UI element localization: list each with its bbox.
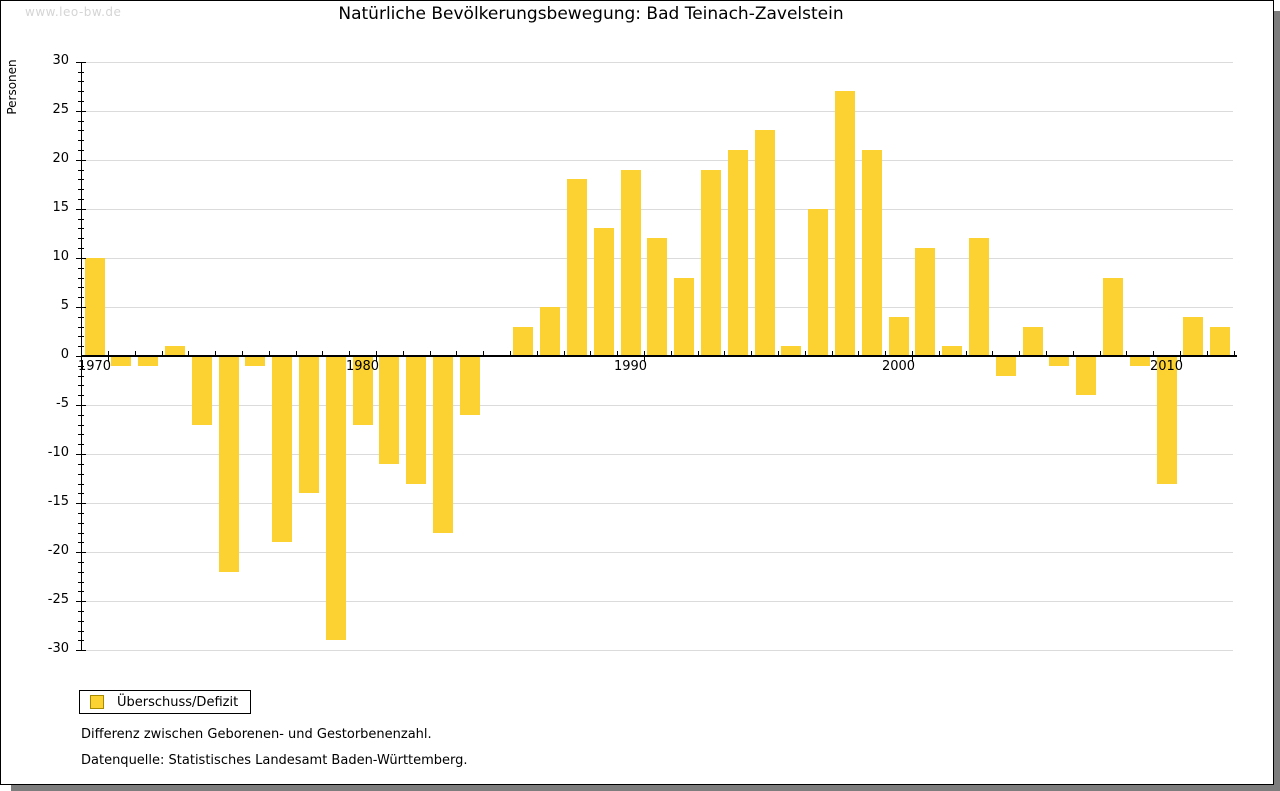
y-axis-tick-label: -10 [47, 445, 69, 460]
x-axis-tick [430, 351, 431, 356]
x-axis-tick [1019, 351, 1020, 356]
x-axis-tick [778, 351, 779, 356]
bar-2004 [996, 356, 1016, 376]
bar-1974 [192, 356, 212, 425]
gridline [81, 209, 1233, 210]
bar-1971 [111, 356, 131, 366]
bar-1983 [433, 356, 453, 533]
gridline [81, 650, 1233, 651]
bar-1987 [540, 307, 560, 356]
x-axis-tick [751, 351, 752, 356]
x-axis-tick [296, 351, 297, 356]
y-axis-tick-label: -25 [47, 592, 69, 607]
y-axis-tick-label: 5 [60, 298, 69, 313]
x-axis-tick [81, 351, 82, 356]
bar-1979 [326, 356, 346, 640]
x-axis-tick-label: 1980 [345, 359, 380, 374]
y-axis-tick-label: 25 [52, 102, 69, 117]
y-axis-label: Personen [5, 59, 19, 115]
bar-2005 [1023, 327, 1043, 356]
y-axis-tick-label: -15 [47, 494, 69, 509]
x-axis-tick [1207, 351, 1208, 356]
x-axis-tick [564, 351, 565, 356]
x-axis-tick [698, 351, 699, 356]
x-axis-tick [349, 351, 350, 356]
y-axis-tick-label: 30 [52, 53, 69, 68]
x-axis-tick [510, 351, 511, 356]
bar-1988 [567, 179, 587, 356]
bar-2000 [889, 317, 909, 356]
x-axis-tick [215, 351, 216, 356]
bar-1978 [299, 356, 319, 493]
x-axis-line [81, 355, 1237, 357]
x-axis-tick [805, 351, 806, 356]
bar-1998 [835, 91, 855, 356]
bar-1992 [674, 278, 694, 356]
bar-1984 [460, 356, 480, 415]
watermark: www.leo-bw.de [25, 5, 122, 19]
bar-2009 [1130, 356, 1150, 366]
x-axis-tick [1100, 351, 1101, 356]
bar-1977 [272, 356, 292, 542]
bar-1976 [245, 356, 265, 366]
x-axis-tick [403, 351, 404, 356]
bar-2010 [1157, 356, 1177, 484]
x-axis-tick [242, 351, 243, 356]
bar-1991 [647, 238, 667, 356]
x-axis-tick [1234, 351, 1235, 356]
x-axis-tick [724, 351, 725, 356]
bar-2007 [1076, 356, 1096, 395]
bar-1994 [728, 150, 748, 356]
x-axis-tick [992, 351, 993, 356]
y-axis-tick-label: 0 [60, 347, 69, 362]
bar-2012 [1210, 327, 1230, 356]
x-axis-tick [135, 351, 136, 356]
x-axis-tick-label: 1970 [77, 359, 112, 374]
bar-1986 [513, 327, 533, 356]
bar-2011 [1183, 317, 1203, 356]
gridline [81, 454, 1233, 455]
x-axis-tick [858, 351, 859, 356]
gridline [81, 111, 1233, 112]
x-axis-tick [162, 351, 163, 356]
y-axis-tick-label: 20 [52, 151, 69, 166]
bar-2008 [1103, 278, 1123, 356]
x-axis-tick [885, 351, 886, 356]
bar-2003 [969, 238, 989, 356]
x-axis-tick [617, 351, 618, 356]
gridline [81, 405, 1233, 406]
bar-2001 [915, 248, 935, 356]
legend-swatch [90, 695, 104, 709]
y-axis-tick-label: 15 [52, 200, 69, 215]
bar-1972 [138, 356, 158, 366]
bar-1993 [701, 170, 721, 356]
gridline [81, 160, 1233, 161]
gridline [81, 62, 1233, 63]
x-axis-tick [537, 351, 538, 356]
x-axis-tick [1046, 351, 1047, 356]
plot-area [1, 1, 1273, 784]
x-axis-tick [966, 351, 967, 356]
x-axis-tick [671, 351, 672, 356]
bar-1982 [406, 356, 426, 484]
bar-1990 [621, 170, 641, 356]
bar-1997 [808, 209, 828, 356]
bar-1970 [85, 258, 105, 356]
bar-2006 [1049, 356, 1069, 366]
gridline [81, 503, 1233, 504]
bar-1981 [379, 356, 399, 464]
legend-label: Überschuss/Defizit [117, 694, 239, 710]
x-axis-tick-label: 1990 [613, 359, 648, 374]
bar-1995 [755, 130, 775, 356]
x-axis-tick [322, 351, 323, 356]
y-axis-tick-label: -20 [47, 543, 69, 558]
x-axis-tick-label: 2000 [881, 359, 916, 374]
x-axis-tick [1126, 351, 1127, 356]
bar-1989 [594, 228, 614, 356]
gridline [81, 552, 1233, 553]
x-axis-tick [1153, 351, 1154, 356]
x-axis-tick [456, 351, 457, 356]
x-axis-tick [188, 351, 189, 356]
y-axis-tick-label: -5 [56, 396, 69, 411]
footnote-definition: Differenz zwischen Geborenen- und Gestorbenenzahl. [81, 727, 432, 742]
x-axis-tick [590, 351, 591, 356]
x-axis-tick [269, 351, 270, 356]
x-axis-tick [939, 351, 940, 356]
bar-1999 [862, 150, 882, 356]
x-axis-tick-label: 2010 [1149, 359, 1184, 374]
legend-box [79, 690, 251, 714]
bar-1975 [219, 356, 239, 572]
footnote-source: Datenquelle: Statistisches Landesamt Baden-Württemberg. [81, 753, 468, 768]
y-axis-tick-label: 10 [52, 249, 69, 264]
x-axis-tick [832, 351, 833, 356]
x-axis-tick [1073, 351, 1074, 356]
x-axis-tick [483, 351, 484, 356]
gridline [81, 601, 1233, 602]
y-axis-tick-label: -30 [47, 641, 69, 656]
chart-title: Natürliche Bevölkerungsbewegung: Bad Teinach-Zavelstein [338, 4, 844, 24]
